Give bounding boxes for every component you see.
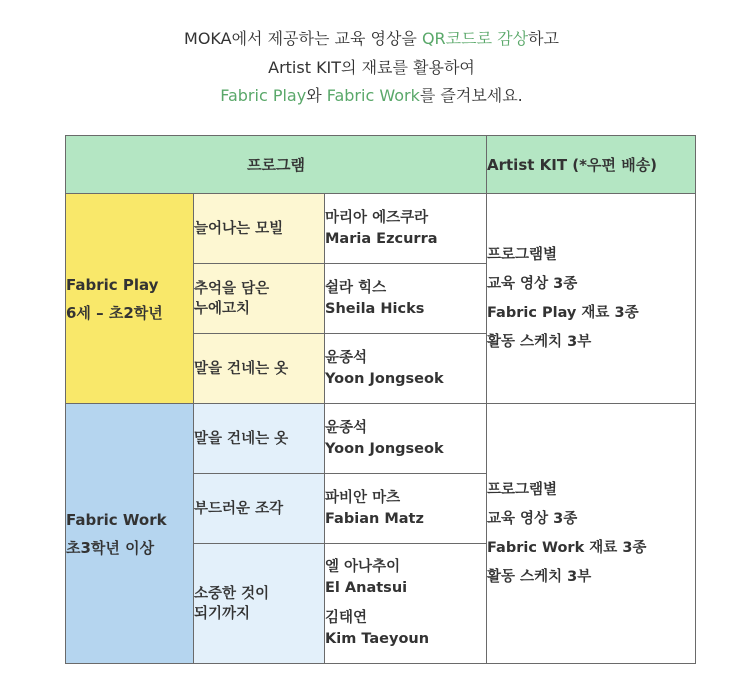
header-row (66, 136, 696, 194)
intro-text (0, 25, 743, 111)
header-artist-kit: Artist KIT (*우편 배송) (487, 136, 696, 194)
intro-line-1: MOKA에서 제공하는 교육 영상을 QR코드로 감상하고 (184, 29, 559, 48)
intro-line-2: Artist KIT의 재료를 활용하여 (268, 57, 475, 77)
header-program: 프로그램 (66, 136, 487, 194)
program-table (65, 135, 696, 664)
artist-cell: 파비안 마츠 Fabian Matz (325, 474, 487, 544)
program-title: 말을 건네는 옷 (194, 334, 325, 404)
artist-cell: 윤종석 Yoon Jongseok (325, 334, 487, 404)
qr-highlight: QR코드로 감상 (421, 29, 529, 48)
artist-cell: 쉴라 힉스 Sheila Hicks (325, 264, 487, 334)
program-title: 부드러운 조각 (194, 474, 325, 544)
table-row (66, 404, 696, 474)
group-fabric-play: Fabric Play 6세 – 초2학년 (66, 194, 194, 404)
program-title: 추억을 담은 누에고치 (194, 264, 325, 334)
artist-cell: 마리아 에즈쿠라 Maria Ezcurra (325, 194, 487, 264)
artist-cell: 엘 아나추이 El Anatsui 김태연 Kim Taeyoun (325, 544, 487, 664)
group-fabric-work: Fabric Work 초3학년 이상 (66, 404, 194, 664)
intro-line-3: Fabric Play와 Fabric Work를 즐겨보세요. (220, 86, 523, 105)
fabric-work-highlight: Fabric Work (326, 86, 420, 105)
artist-cell: 윤종석 Yoon Jongseok (325, 404, 487, 474)
kit-fabric-play: 프로그램별 교육 영상 3종 Fabric Play 재료 3종 활동 스케치 3부 (487, 194, 696, 404)
kit-fabric-work: 프로그램별 교육 영상 3종 Fabric Work 재료 3종 활동 스케치 3부 (487, 404, 696, 664)
fabric-play-highlight: Fabric Play (220, 86, 307, 105)
program-title: 늘어나는 모빌 (194, 194, 325, 264)
program-title: 말을 건네는 옷 (194, 404, 325, 474)
table-row (66, 194, 696, 264)
program-title: 소중한 것이 되기까지 (194, 544, 325, 664)
